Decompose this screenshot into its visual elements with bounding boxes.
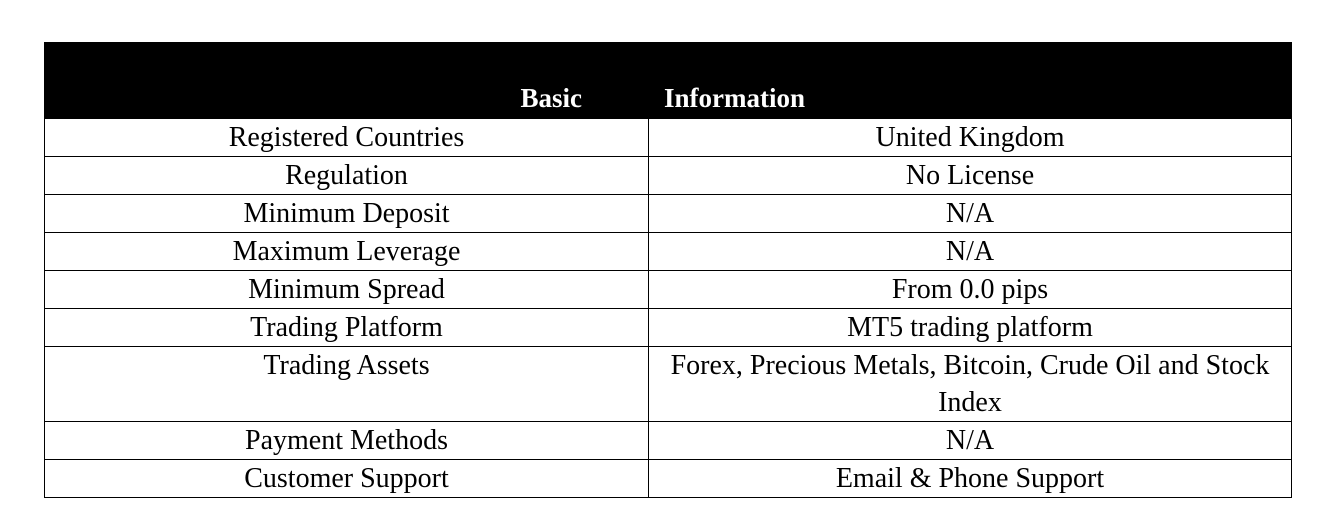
row-value: MT5 trading platform xyxy=(649,309,1292,347)
row-label: Regulation xyxy=(45,157,649,195)
row-label: Trading Platform xyxy=(45,309,649,347)
table-header-row xyxy=(45,43,1292,119)
row-label: Payment Methods xyxy=(45,422,649,460)
row-label: Minimum Deposit xyxy=(45,195,649,233)
row-value: N/A xyxy=(649,195,1292,233)
table-row xyxy=(45,460,1292,498)
row-value: N/A xyxy=(649,422,1292,460)
header-basic: Basic xyxy=(45,43,649,119)
row-value: N/A xyxy=(649,233,1292,271)
table-row xyxy=(45,157,1292,195)
table-row xyxy=(45,271,1292,309)
table-row xyxy=(45,422,1292,460)
table-header xyxy=(45,43,1292,119)
row-value: United Kingdom xyxy=(649,119,1292,157)
row-label: Registered Countries xyxy=(45,119,649,157)
table-row xyxy=(45,119,1292,157)
row-label: Maximum Leverage xyxy=(45,233,649,271)
row-value: Forex, Precious Metals, Bitcoin, Crude Oil and Stock Index xyxy=(649,347,1292,422)
basic-information-table xyxy=(44,42,1292,498)
row-value: From 0.0 pips xyxy=(649,271,1292,309)
row-label: Trading Assets xyxy=(45,347,649,422)
info-table-container xyxy=(44,42,1291,498)
table-row xyxy=(45,309,1292,347)
table-body xyxy=(45,119,1292,498)
table-row xyxy=(45,195,1292,233)
row-label: Customer Support xyxy=(45,460,649,498)
table-row xyxy=(45,347,1292,422)
table-row xyxy=(45,233,1292,271)
row-value: Email & Phone Support xyxy=(649,460,1292,498)
row-label: Minimum Spread xyxy=(45,271,649,309)
row-value: No License xyxy=(649,157,1292,195)
header-information: Information xyxy=(649,43,1292,119)
